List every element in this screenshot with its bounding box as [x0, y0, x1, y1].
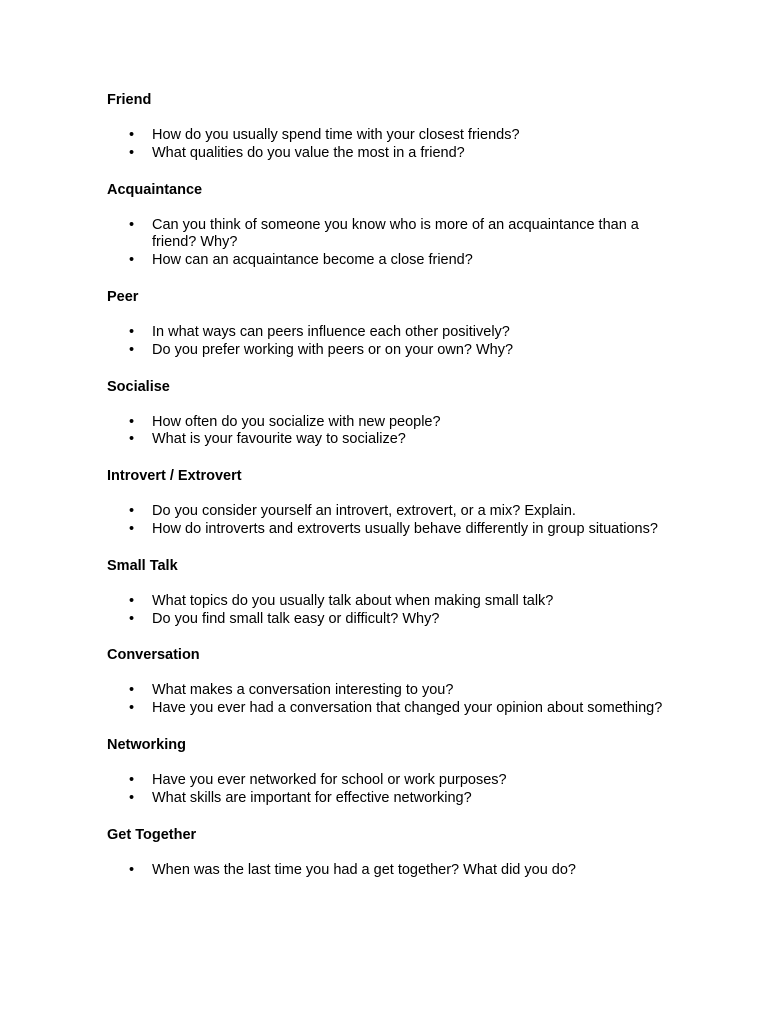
section-heading: Get Together: [107, 826, 197, 843]
bullet-icon: •: [129, 771, 135, 788]
bullet-icon: •: [129, 503, 135, 520]
bullet-icon: •: [129, 323, 135, 340]
list-item: [107, 145, 668, 163]
bullet-icon: •: [129, 700, 135, 717]
list-item: [107, 414, 668, 432]
bullet-icon: •: [129, 252, 135, 269]
question-list: [107, 217, 668, 270]
list-item: [107, 127, 668, 145]
question-list: [107, 682, 668, 718]
section-heading: Peer: [107, 288, 139, 305]
section-heading: Friend: [107, 92, 152, 108]
list-item: [107, 217, 668, 253]
question-text: What qualities do you value the most in a friend?: [152, 144, 465, 161]
question-list: [107, 862, 668, 880]
section-heading: Acquaintance: [107, 181, 203, 198]
question-text: Do you find small talk easy or difficult? Why?: [152, 610, 440, 627]
section-socialise: [107, 378, 668, 450]
section-friend: [107, 91, 668, 163]
section-networking: [107, 736, 668, 808]
question-list: [107, 503, 668, 539]
question-list: [107, 414, 668, 450]
question-text: What skills are important for effective networking?: [152, 789, 472, 806]
bullet-icon: •: [129, 682, 135, 699]
question-text: What topics do you usually talk about when making small talk?: [152, 592, 554, 609]
bullet-icon: •: [129, 431, 135, 448]
list-item: [107, 790, 668, 808]
question-text: Can you think of someone you know who is more of an acquaintance than a friend? Why?: [152, 216, 639, 251]
list-item: [107, 342, 668, 360]
bullet-icon: •: [129, 216, 135, 233]
question-text: When was the last time you had a get together? What did you do?: [152, 861, 576, 878]
section-heading: Introvert / Extrovert: [107, 468, 242, 485]
question-list: [107, 127, 668, 163]
list-item: [107, 593, 668, 611]
section-get-together: [107, 826, 668, 880]
list-item: [107, 521, 668, 539]
list-item: [107, 431, 668, 449]
question-text: Have you ever networked for school or work purposes?: [152, 771, 507, 788]
question-text: How can an acquaintance become a close friend?: [152, 252, 473, 269]
section-acquaintance: [107, 181, 668, 270]
bullet-icon: •: [129, 144, 135, 161]
list-item: [107, 682, 668, 700]
list-item: [107, 611, 668, 629]
list-item: [107, 772, 668, 790]
section-conversation: [107, 646, 668, 718]
question-text: What makes a conversation interesting to you?: [152, 682, 454, 699]
section-peer: [107, 288, 668, 360]
question-text: Do you consider yourself an introvert, extrovert, or a mix? Explain.: [152, 503, 576, 520]
bullet-icon: •: [129, 341, 135, 358]
question-list: [107, 772, 668, 808]
bullet-icon: •: [129, 413, 135, 430]
section-small-talk: [107, 557, 668, 629]
question-text: Do you prefer working with peers or on your own? Why?: [152, 341, 514, 358]
bullet-icon: •: [129, 520, 135, 537]
bullet-icon: •: [129, 127, 135, 143]
bullet-icon: •: [129, 861, 135, 878]
section-heading: Small Talk: [107, 557, 178, 574]
question-text: Have you ever had a conversation that changed your opinion about something?: [152, 700, 663, 717]
question-text: How do introverts and extroverts usually behave differently in group situations?: [152, 520, 658, 537]
list-item: [107, 252, 668, 270]
question-text: How do you usually spend time with your closest friends?: [152, 127, 520, 143]
section-heading: Networking: [107, 736, 186, 753]
list-item: [107, 324, 668, 342]
bullet-icon: •: [129, 610, 135, 627]
question-list: [107, 324, 668, 360]
list-item: [107, 503, 668, 521]
section-heading: Conversation: [107, 647, 200, 664]
list-item: [107, 700, 668, 718]
question-text: How often do you socialize with new people?: [152, 413, 441, 430]
section-heading: Socialise: [107, 378, 170, 395]
list-item: [107, 862, 668, 880]
question-text: In what ways can peers influence each other positively?: [152, 323, 510, 340]
bullet-icon: •: [129, 592, 135, 609]
question-list: [107, 593, 668, 629]
bullet-icon: •: [129, 789, 135, 806]
question-text: What is your favourite way to socialize?: [152, 431, 406, 448]
section-introvert-extrovert: [107, 467, 668, 539]
